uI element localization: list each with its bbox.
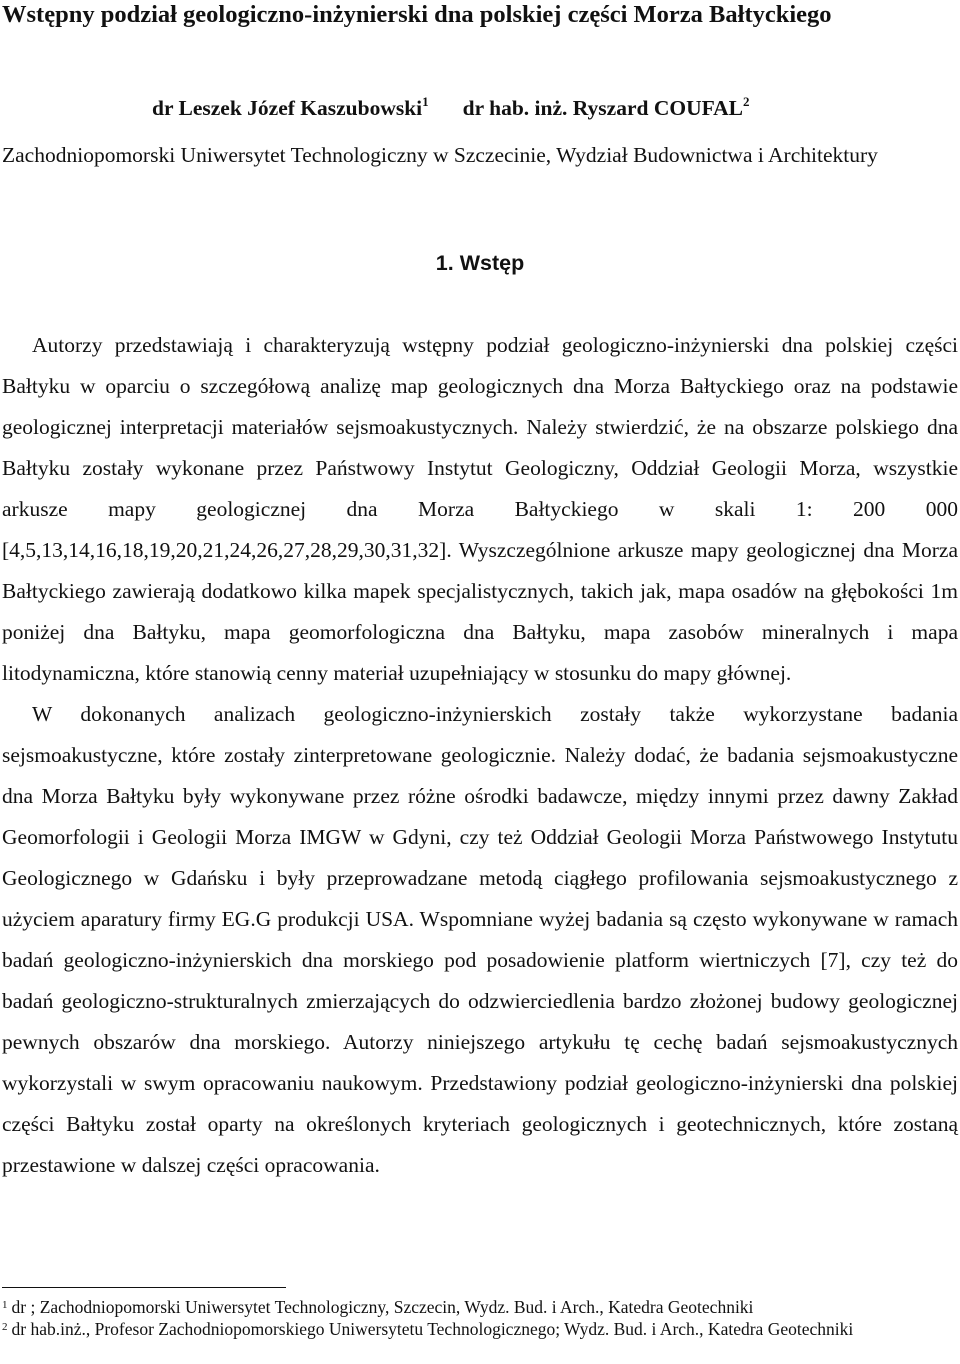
body-text <box>2 325 958 1186</box>
footnote-mark: 2 <box>2 1321 8 1333</box>
paragraph: Autorzy przedstawiają i charakteryzują wstępny podział geologiczno-inżynierski dna polskiej części Bałtyku w oparciu o szczegółową analizę map geologicznych dna Morza Bałtyckiego oraz na podstawie geologicznej interpretacji materiałów sejsmoakustycznych. Należy stwierdzić, że na obszarze polskiego dna Bałtyku zostały wykonane przez Państwowy Instytut Geologiczny, Oddział Geologii Morza, wszystkie arkusze mapy geologicznej dna Morza Bałtyckiego w skali 1: 200 000 [4,5,13,14,16,18,19,20,21,24,26,27,28,29,30,31,32]. Wyszczególnione arkusze mapy geologicznej dna Morza Bałtyckiego zawierają dodatkowo kilka mapek specjalistycznych, takich jak, mapa osadów na głębokości 1m poniżej dna Bałtyku, mapa geomorfologiczna dna Bałtyku, mapa zasobów mineralnych i mapa litodynamiczna, które stanowią cenny materiał uzupełniający w stosunku do mapy głównej. <box>2 333 958 685</box>
section-heading: 1. Wstęp <box>435 251 525 275</box>
footnote-text: dr ; Zachodniopomorski Uniwersytet Technologiczny, Szczecin, Wydz. Bud. i Arch., Katedra Geotechniki <box>11 1297 754 1317</box>
author-line <box>152 94 750 122</box>
footnotes <box>2 1296 902 1340</box>
footnote <box>2 1318 902 1340</box>
author-footnote-mark: 1 <box>422 94 429 109</box>
footnote-divider <box>2 1287 286 1288</box>
paragraph: W dokonanych analizach geologiczno-inżynierskich zostały także wykorzystane badania sejsmoakustyczne, które zostały zinterpretowane geologicznie. Należy dodać, że badania sejsmoakustyczne dna Morza Bałtyku były wykonywane przez różne ośrodki badawcze, między innymi przez dawny Zakład Geomorfologii i Geologii Morza IMGW w Gdyni, czy też Oddział Geologii Morza Państwowego Instytutu Geologicznego w Gdańsku i były przeprowadzane metodą ciągłego profilowania sejsmoakustycznego z użyciem aparatury firmy EG.G produkcji USA. Wspomniane wyżej badania są często wykonywane w ramach badań geologiczno-inżynierskich dna morskiego pod posadowienie platform wiertniczych [7], czy też do badań geologiczno-strukturalnych zmierzających do odzwierciedlenia bardzo złożonej budowy geologicznej pewnych obszarów dna morskiego. Autorzy niniejszego artykułu tę cechę badań sejsmoakustycznych wykorzystali w swym opracowaniu naukowym. Przedstawiony podział geologiczno-inżynierski dna polskiej części Bałtyku został oparty na określonych kryteriach geologicznych i geotechnicznych, które zostaną przestawione w dalszej części opracowania. <box>2 702 958 1177</box>
footnote-text: dr hab.inż., Profesor Zachodniopomorskiego Uniwersytetu Technologicznego; Wydz. Bud. i Arch., Katedra Geotechniki <box>11 1319 854 1339</box>
author-footnote-mark: 2 <box>743 94 750 109</box>
author-name: dr hab. inż. Ryszard COUFAL <box>462 96 744 120</box>
footnote <box>2 1296 902 1318</box>
paper-title: Wstępny podział geologiczno-inżynierski dna polskiej części Morza Bałtyckiego <box>2 1 832 28</box>
footnote-mark: 1 <box>2 1299 8 1311</box>
author-name: dr Leszek Józef Kaszubowski <box>152 96 423 120</box>
author-affiliation: Zachodniopomorski Uniwersytet Technologiczny w Szczecinie, Wydział Budownictwa i Architektury <box>2 143 878 167</box>
